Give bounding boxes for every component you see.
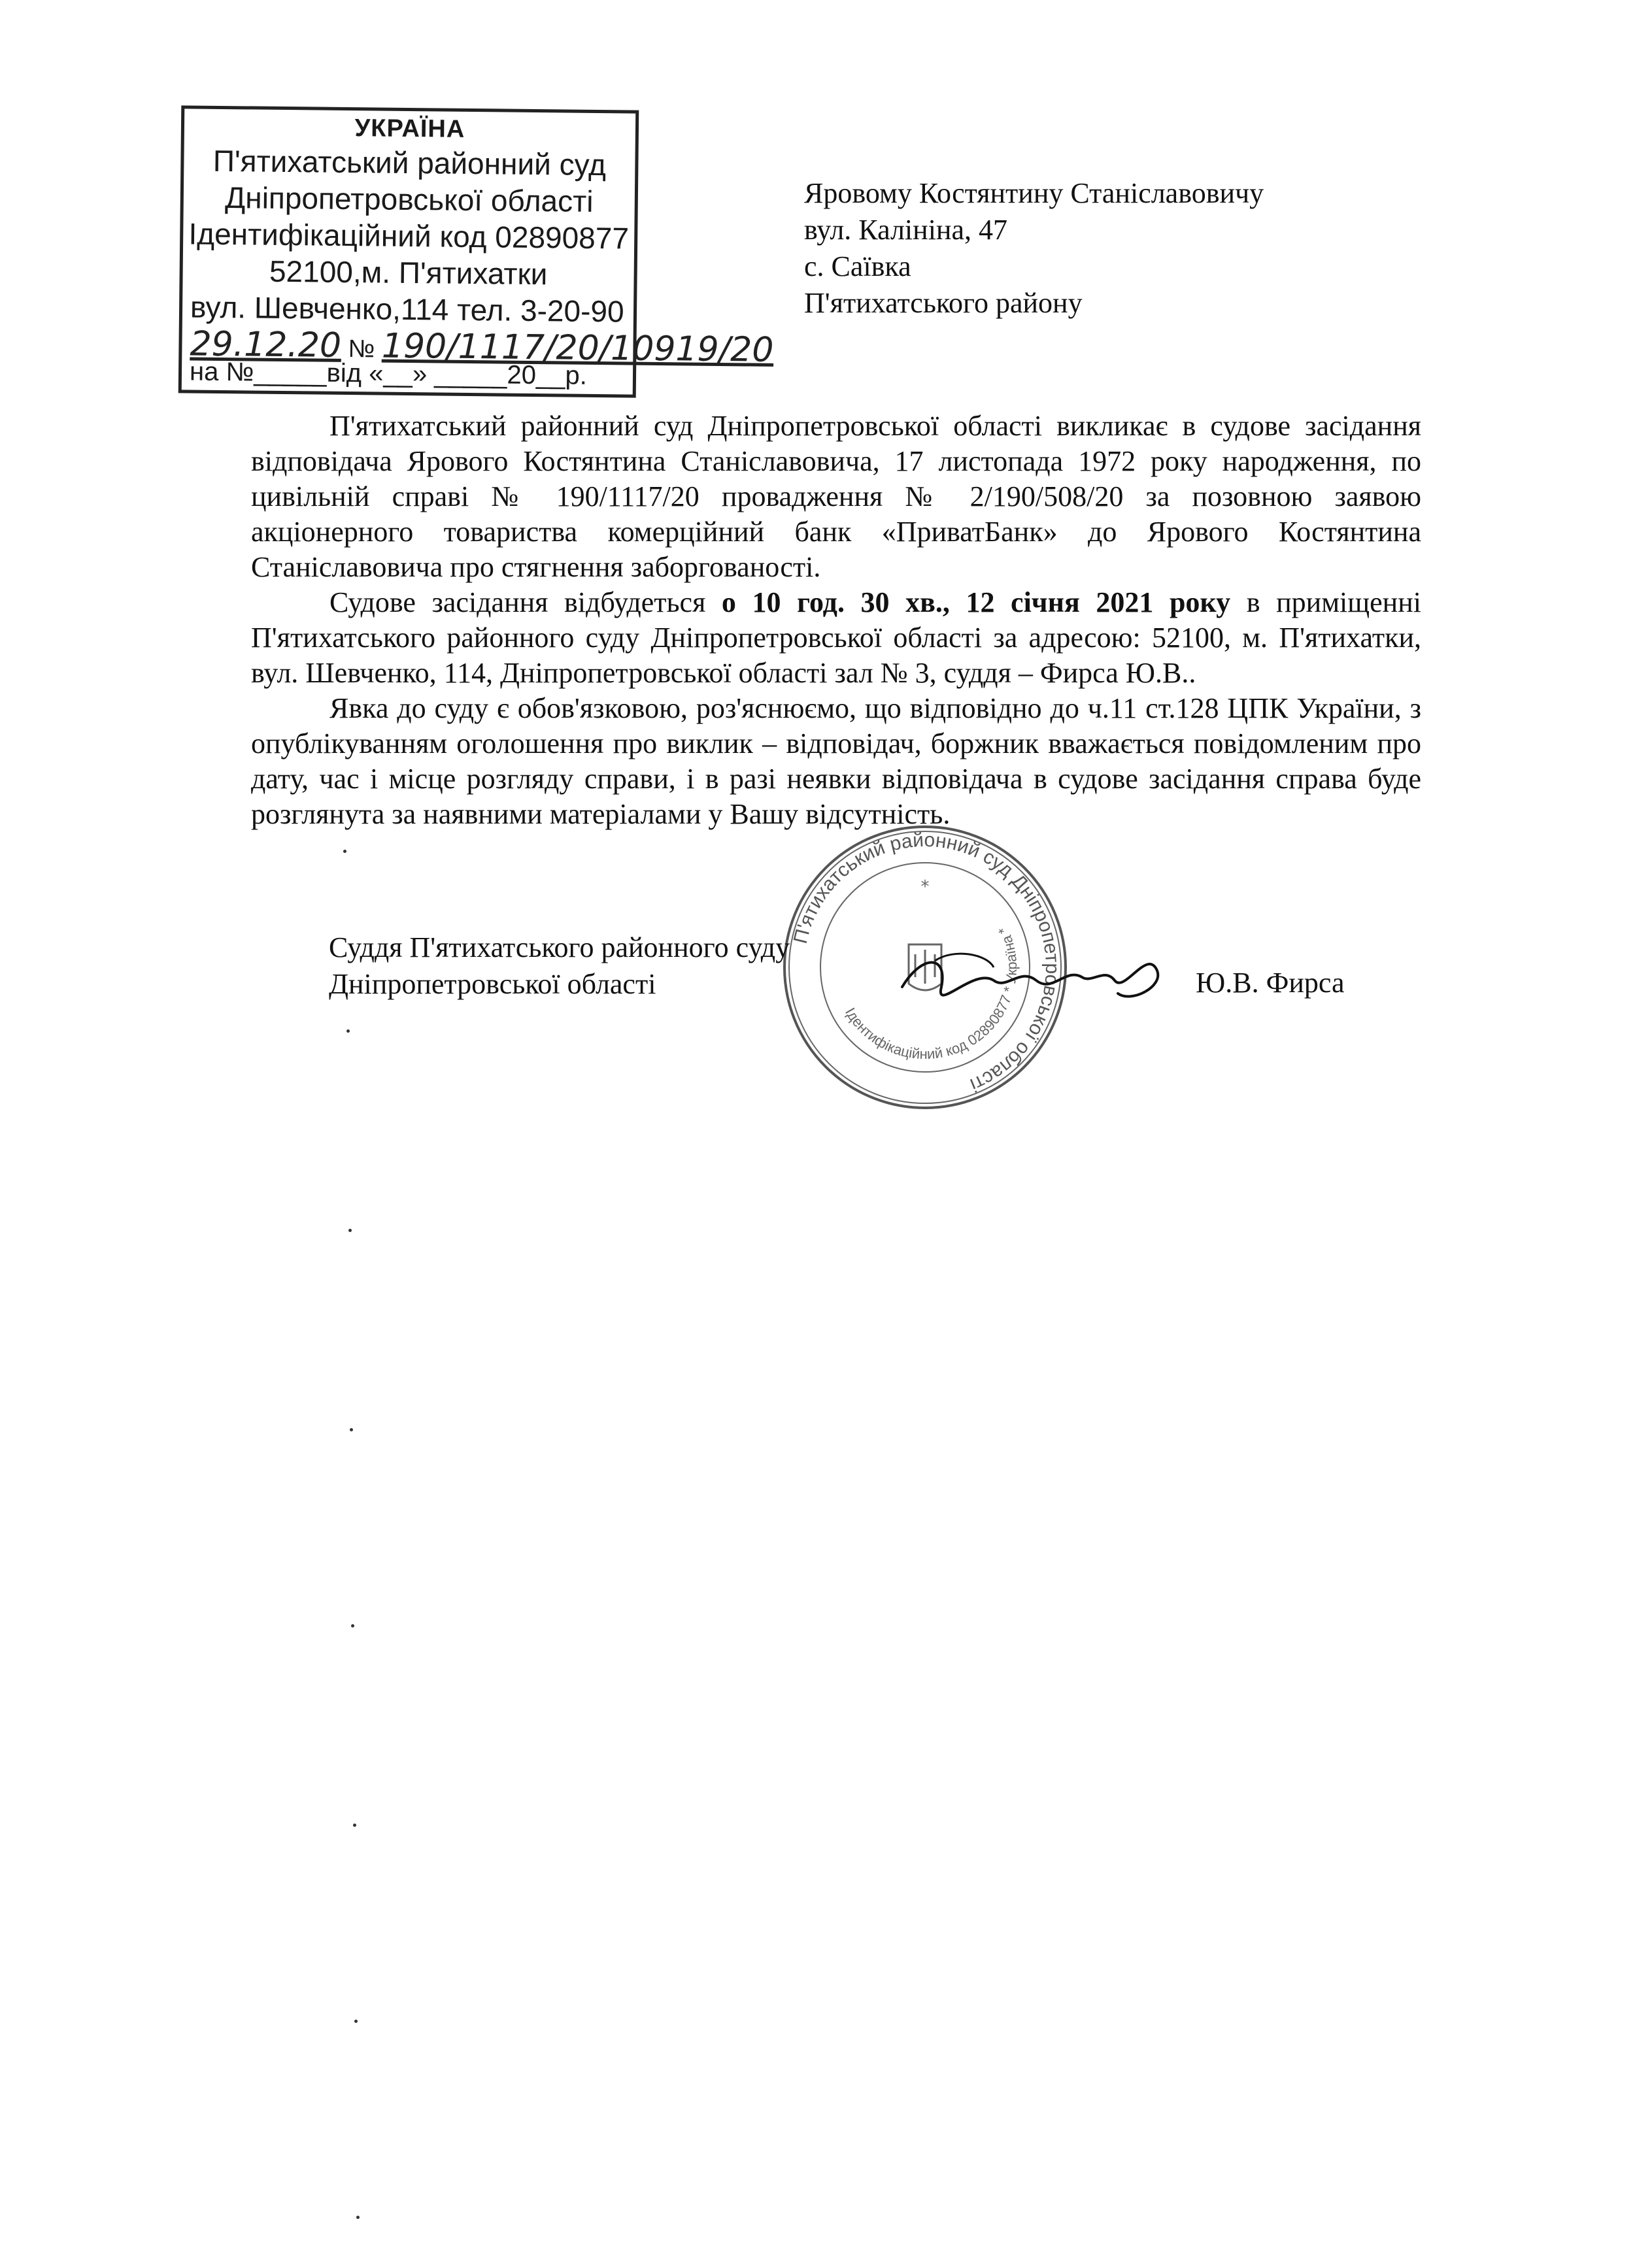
hearing-datetime: о 10 год. 30 хв., 12 січня 2021 року: [721, 586, 1231, 618]
scan-speck: [343, 850, 346, 853]
addressee-street: вул. Калініна, 47: [804, 214, 1008, 246]
stamp-number-sign: №: [348, 335, 375, 363]
stamp-postal: 52100,м. П'ятихатки: [269, 254, 548, 292]
scan-speck: [354, 2020, 358, 2023]
scan-speck: [346, 1029, 350, 1033]
signature-title: [329, 929, 790, 1003]
scan-speck: [348, 1229, 352, 1232]
stamp-street: вул. Шевченко,114 тел. 3-20-90: [190, 290, 624, 329]
judge-signature: [896, 941, 1170, 1026]
stamp-region: Дніпропетровської області: [224, 180, 594, 218]
stamp-id-code: Ідентифікаційний код 02890877: [188, 216, 630, 256]
hearing-location: в приміщенні П'ятихатського районного суду Дніпропетровської області за адресою: 52100, м. П'ятихатки, вул. Шевченко, 114, Дніпропетровської області зал № 3, суддя – Фирса Ю.В..: [251, 586, 1421, 689]
signature-name: Ю.В. Фирса: [1196, 967, 1345, 999]
notice-body: [251, 409, 1421, 832]
scan-speck: [353, 1824, 356, 1827]
signature-title-line2: Дніпропетровської області: [329, 968, 656, 1000]
paragraph-attendance: Явка до суду є обов'язковою, роз'яснюємо, що відповідно до ч.11 ст.128 ЦПК України, з опублікуванням оголошення про виклик – відповідач, боржник вважається повідомленим про дату, час і місце розгляду справи, і в разі неявки відповідача в судове засідання справа буде розглянута за наявними матеріалами у Вашу відсутність.: [251, 692, 1421, 830]
hearing-lead: Судове засідання відбудеться: [329, 586, 722, 618]
stamp-court-name: П'ятихатський районний суд: [212, 143, 607, 182]
addressee-village: с. Саївка: [804, 250, 911, 282]
signature-title-line1: Суддя П'ятихатського районного суду: [329, 931, 790, 963]
paragraph-hearing-time: [251, 585, 1421, 691]
svg-text:Ідентифікаційний код 02890877: Ідентифікаційний код 02890877 * Україна *: [841, 924, 1020, 1063]
scan-speck: [356, 2216, 360, 2219]
stamp-date-handwritten: 29.12.20: [190, 324, 342, 365]
addressee-district: П'ятихатського району: [804, 287, 1083, 319]
scan-speck: [351, 1624, 354, 1627]
stamp-country: УКРАЇНА: [354, 114, 465, 143]
addressee-block: [804, 175, 1264, 322]
scan-speck: [350, 1428, 353, 1431]
stamp-number-handwritten: 190/1117/20/10919/20: [381, 326, 774, 370]
registration-stamp: [178, 105, 774, 397]
svg-text:П'ятихатський районний суд Дні: П'ятихатський районний суд Дніпропетровської області: [789, 829, 1064, 1096]
stamp-reference-line: на №_____від «__» _____20__р.: [189, 357, 588, 390]
addressee-name: Яровому Костянтину Станіславовичу: [804, 177, 1264, 209]
svg-text:*: *: [920, 877, 930, 897]
paragraph-summons: П'ятихатський районний суд Дніпропетровської області викликає в судове засідання відповідача Ярового Костянтина Станіславовича, 17 листопада 1972 року народження, по цивільній справі № 190/1117/20 провадження № 2/190/508/20 за позовною заявою акціонерного товариства комерційний банк «ПриватБанк» до Ярового Костянтина Станіславовича про стягнення заборгованості.: [251, 410, 1421, 583]
